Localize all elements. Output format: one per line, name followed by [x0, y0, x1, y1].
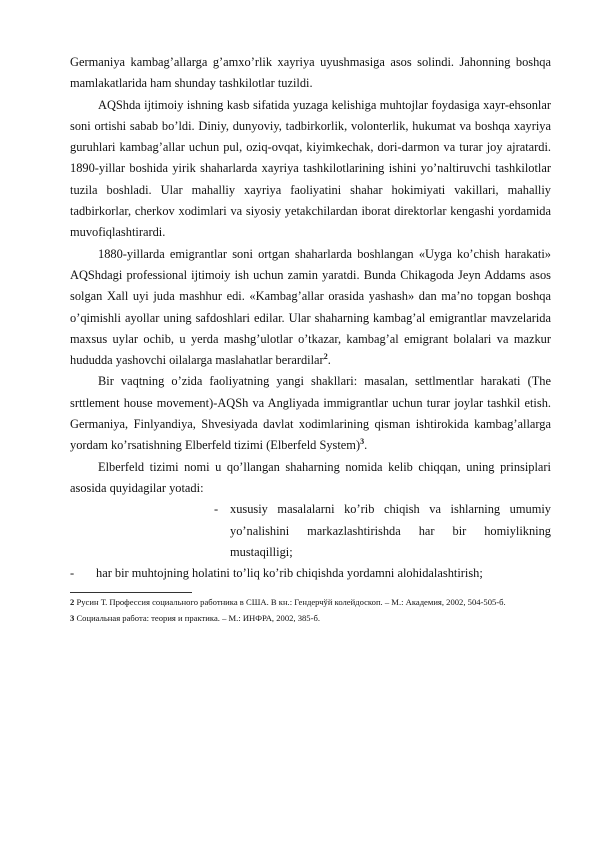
list-dash: - — [214, 502, 219, 517]
list-item-text: har bir muhtojning holatini to’liq ko’rib chiqishda yordamni alohidalashtirish; — [96, 566, 483, 581]
paragraph-3-text: 1880-yillarda emigrantlar soni ortgan shaharlarda boshlangan «Uyga ko’chish harakati» AQShdagi professional ijtimoiy ish uchun zamin yaratdi. Bunda Chikagoda Jeyn Addams asos solgan Xall uyi juda mashhur edi. «Kambag’allar orasida yashash» dan ma’no topgan boshqa o’qimishli ayollar uning safdoshlari edilar. Ular shaharning kambag’al emigrantlar mavzelarida maxsus uylar ochib, u yerda mashg’ulotlar o’tkazar, kambag’al emigrant bolalari va mazkur hududda yashovchi oilalarga maslahatlar berardilar — [70, 246, 551, 368]
paragraph-4 — [70, 371, 551, 456]
paragraph-2: AQShda ijtimoiy ishning kasb sifatida yuzaga kelishiga muhtojlar foydasiga xayr-ehsonlar soni ortishi sabab bo’ldi. Diniy, dunyoviy, tadbirkorlik, volonterlik, hukumat va boshqa xayriya guruhlari kambag’allar uchun pul, oziq-ovqat, kiyimkechak, dori-darmon va turar joy ajratardi. 1890-yillar boshida yirik shaharlarda xayriya tashkilotlarining ishini yo’naltiruvchi tashkilotlar tuzila boshladi. Ular mahalliy xayriya faoliyatini shahar hokimiyati vakillari, mahalliy tadbirkorlar, cherkov xodimlari va siyosiy yetakchilardan iborat direktorlar kengashi yordamida muvofiqlashtirardi. — [70, 97, 551, 240]
paragraph-3-period: . — [327, 353, 331, 368]
paragraph-3 — [70, 244, 551, 372]
footnote-2 — [70, 596, 551, 609]
list-item-text: xususiy masalalarni ko’rib chiqish va ishlarning umumiy yo’nalishini markazlashtirishda har bir homiylikning mustaqilligi; — [230, 502, 551, 559]
footnote-divider — [70, 592, 192, 593]
list-item — [70, 563, 551, 584]
paragraph-4-text: Bir vaqtning o’zida faoliyatning yangi shakllari: masalan, settlmentlar harakati (The srttlement house movement)-AQSh va Angliyada immigrantlar uchun turar joylar tashkil etish. Germaniya, Finlyandiya, Shvesiyada davlat xodimlarining qisman ishtirokida kambag’allarga yordam ko’rsatishning Elberfeld tizimi (Elberfeld System) — [70, 374, 551, 453]
footnote-ref-2[interactable]: 2 — [323, 352, 328, 362]
footnote-text: Русин Т. Профессия социального работника в США. В кн.: Гендерчўй колейдоскоп. – М.: Академия, 2002, 504-505-б. — [76, 597, 506, 608]
footnote-3 — [70, 612, 551, 625]
footnote-text: Социальная работа: теория и практика. – М.: ИНФРА, 2002, 385-б. — [76, 613, 320, 624]
footnote-ref-3[interactable]: 3 — [360, 437, 365, 447]
paragraph-5: Elberfeld tizimi nomi u qo’llangan shaharning nomida kelib chiqqan, uning prinsiplari asosida quyidagilar yotadi: — [70, 459, 551, 495]
document-page — [70, 52, 551, 625]
paragraph-4-period: . — [364, 438, 368, 453]
list-dash: - — [70, 566, 75, 581]
footnote-number: 2 — [70, 597, 75, 608]
footnote-number: 3 — [70, 613, 75, 624]
paragraph-1: Germaniya kambag’allarga g’amxo’rlik xayriya uyushmasiga asos solindi. Jahonning boshqa mamlakatlarida ham shunday tashkilotlar tuzildi. — [70, 55, 551, 91]
list-item — [70, 499, 551, 563]
